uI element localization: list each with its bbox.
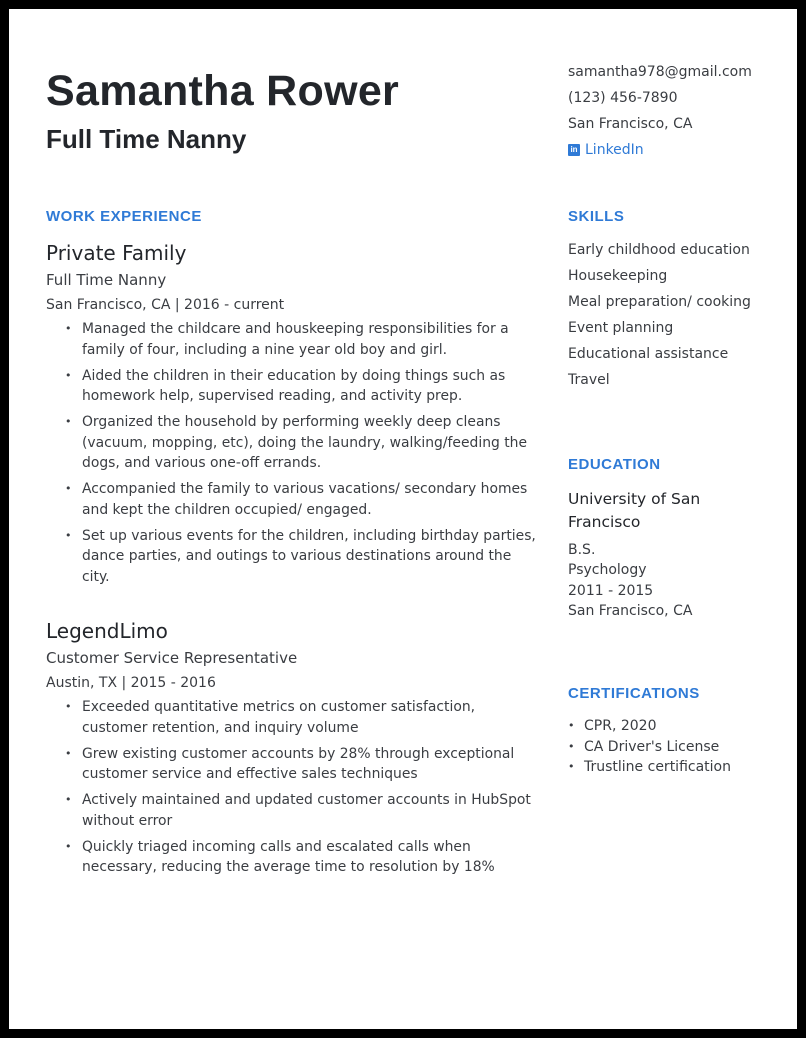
job-bullet: • Aided the children in their education by doing things such as homework help, supervised reading, and activity prep. [46,366,541,407]
job-bullet: • Organized the household by performing weekly deep cleans (vacuum, mopping, etc), doing the laundry, walking/feeding the dogs, and various one-off errands. [46,412,541,474]
education-school: University of San Francisco [568,490,701,531]
work-experience-heading: WORK EXPERIENCE [46,208,202,225]
job-bullet: • Grew existing customer accounts by 28% through exceptional customer service and effective sales techniques [46,744,541,785]
skill-item: Housekeeping [568,268,668,284]
job-company: LegendLimo [46,619,168,643]
job-entry [46,241,541,593]
skill-item: Early childhood education [568,242,750,258]
job-role: Customer Service Representative [46,649,298,667]
job-meta: San Francisco, CA | 2016 - current [46,297,285,313]
education-degree: B.S. [568,542,596,558]
job-bullet: • Actively maintained and updated customer accounts in HubSpot without error [46,790,541,831]
skill-item: Travel [568,372,610,388]
job-meta: Austin, TX | 2015 - 2016 [46,675,216,691]
education-location: San Francisco, CA [568,602,693,619]
job-bullet: • Set up various events for the children, including birthday parties, dance parties, and outings to various destinations around the city. [46,526,541,588]
job-entry [46,619,541,883]
candidate-name: Samantha Rower [46,67,400,115]
certifications-list [568,716,788,778]
certifications-block [568,716,788,778]
education-entry [568,488,748,621]
contact-email[interactable]: samantha978@gmail.com [568,64,752,80]
linkedin-icon: in [568,144,580,156]
resume-page [9,9,797,1029]
skill-item: Event planning [568,320,674,336]
education-heading: EDUCATION [568,456,661,473]
certifications-heading: CERTIFICATIONS [568,685,700,702]
contact-linkedin-link[interactable] [568,137,752,163]
certification-item: • Trustline certification [568,757,788,778]
certification-item: • CPR, 2020 [568,716,788,737]
education-years: 2011 - 2015 [568,582,654,599]
skill-item: Meal preparation/ cooking [568,294,751,310]
candidate-title: Full Time Nanny [46,124,247,154]
job-bullet: • Managed the childcare and houskeeping responsibilities for a family of four, including a nine year old boy and girl. [46,319,541,360]
job-bullets [46,319,541,587]
contact-block [568,59,752,163]
education-major: Psychology [568,562,647,579]
job-bullets [46,697,541,878]
contact-phone: (123) 456-7890 [568,90,678,106]
contact-location: San Francisco, CA [568,116,693,132]
job-bullet: • Accompanied the family to various vacations/ secondary homes and kept the children occupied/ engaged. [46,479,541,520]
job-bullet: • Exceeded quantitative metrics on customer satisfaction, customer retention, and inquiry volume [46,697,541,738]
skill-item: Educational assistance [568,346,729,362]
skills-list [568,237,788,393]
contact-linkedin-label[interactable]: LinkedIn [585,142,644,158]
job-role: Full Time Nanny [46,271,167,289]
job-bullet: • Quickly triaged incoming calls and escalated calls when necessary, reducing the average time to resolution by 18% [46,837,541,878]
certification-item: • CA Driver's License [568,737,788,758]
job-company: Private Family [46,241,187,265]
skills-heading: SKILLS [568,208,625,225]
